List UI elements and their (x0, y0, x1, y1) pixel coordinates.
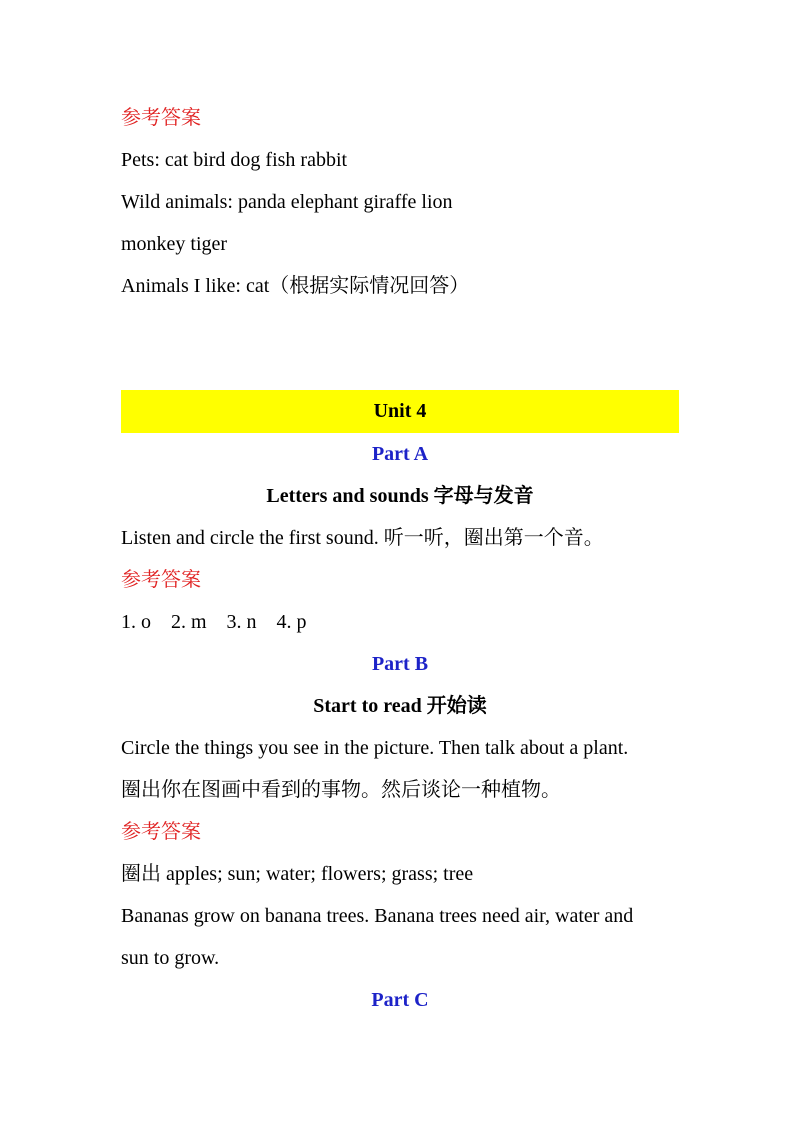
part-b-answer-label: 参考答案 (121, 821, 201, 843)
part-a-answer-label: 参考答案 (121, 569, 201, 591)
part-a-answers: 1. o 2. m 3. n 4. p (121, 611, 307, 633)
answer-animals-i-like: Animals I like: cat（根据实际情况回答） (121, 275, 470, 297)
part-b-answer-talk-1: Bananas grow on banana trees. Banana trees need air, water and (121, 905, 634, 927)
part-b-section-title: Start to read 开始读 (313, 695, 487, 717)
answer-wild-animals-cont: monkey tiger (121, 233, 228, 255)
unit-title-banner: Unit 4 (121, 390, 679, 433)
part-b-answer-talk-2: sun to grow. (121, 947, 220, 969)
part-a-heading: Part A (371, 443, 429, 465)
part-b-instruction-en: Circle the things you see in the picture. Then talk about a plant. (121, 737, 629, 759)
part-b-answer-circle: 圈出 apples; sun; water; flowers; grass; tree (121, 863, 474, 885)
part-b-instruction-zh: 圈出你在图画中看到的事物。然后谈论一种植物。 (121, 779, 561, 801)
answer-label: 参考答案 (121, 107, 201, 129)
answer-wild-animals: Wild animals: panda elephant giraffe lion (121, 191, 453, 213)
answer-pets: Pets: cat bird dog fish rabbit (121, 149, 348, 171)
part-a-section-title: Letters and sounds 字母与发音 (266, 485, 534, 507)
part-b-heading: Part B (371, 653, 429, 675)
part-a-instruction: Listen and circle the first sound. 听一听，圈出第一个音。 (121, 527, 604, 549)
part-c-heading: Part C (371, 989, 429, 1011)
